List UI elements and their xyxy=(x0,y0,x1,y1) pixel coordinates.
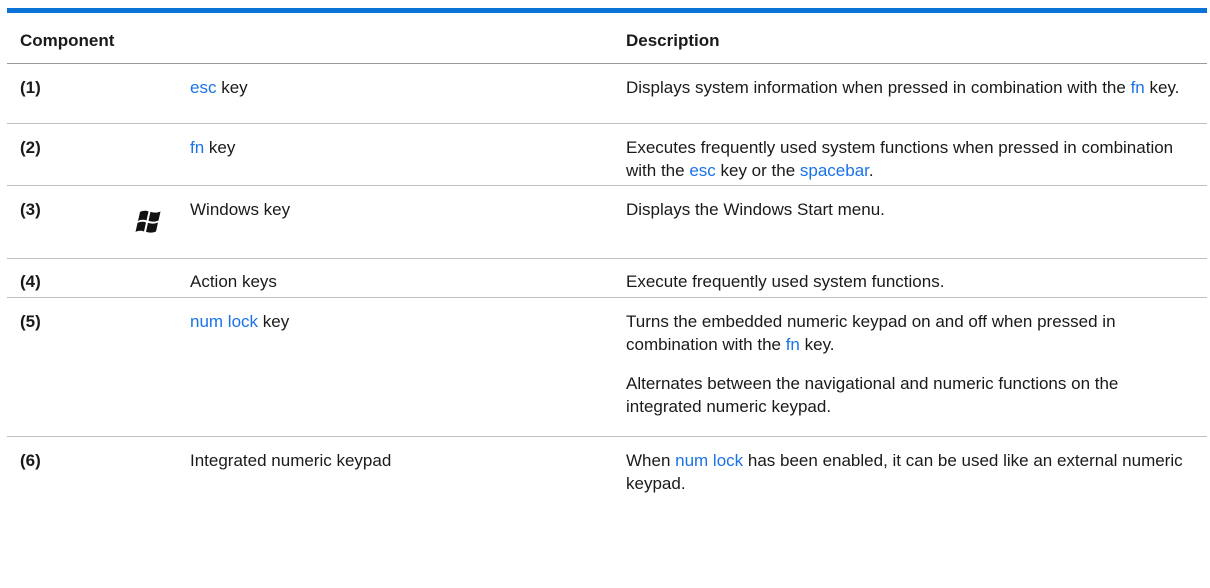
desc-text: Displays system information when pressed in combination with the xyxy=(626,78,1131,97)
row-component-name xyxy=(190,310,626,333)
component-table xyxy=(7,8,1207,512)
row-number: (6) xyxy=(20,451,41,470)
row-description xyxy=(626,310,1196,418)
desc-text: key or the xyxy=(715,161,800,180)
desc-text-end: has been enabled, it can be used like an external numeric keypad. xyxy=(626,451,1183,493)
key-name: num lock xyxy=(190,312,259,331)
desc-text-end: . xyxy=(868,161,874,180)
key-suffix: key xyxy=(258,312,290,331)
row-component-name: Action keys xyxy=(190,272,277,291)
row-number: (3) xyxy=(20,200,41,219)
desc-key: spacebar xyxy=(799,161,869,180)
table-row xyxy=(7,186,1207,259)
desc-text-end: key. xyxy=(1144,78,1180,97)
row-description xyxy=(626,136,1196,182)
desc-key: esc xyxy=(689,161,716,180)
desc-text: Turns the embedded numeric keypad on and off when pressed in combination with the xyxy=(626,312,1116,354)
desc-key: fn xyxy=(785,335,800,354)
row-description: Execute frequently used system functions. xyxy=(626,272,945,291)
key-name: esc xyxy=(190,78,217,97)
table-row xyxy=(7,124,1207,186)
table-header-row xyxy=(7,13,1207,64)
row-description: Displays the Windows Start menu. xyxy=(626,200,885,219)
row-icon-cell xyxy=(132,198,190,238)
row-number: (1) xyxy=(20,78,41,97)
desc-text: When xyxy=(626,451,676,470)
desc-key: num lock xyxy=(675,451,744,470)
desc-text-end: key. xyxy=(799,335,835,354)
table-row xyxy=(7,64,1207,124)
row-number: (4) xyxy=(20,272,41,291)
table-row xyxy=(7,259,1207,298)
windows-logo-icon xyxy=(134,206,166,238)
row-component-name: Windows key xyxy=(190,200,291,219)
table-row xyxy=(7,298,1207,437)
row-description xyxy=(626,449,1196,495)
desc-paragraph-2: Alternates between the navigational and numeric functions on the integrated numeric keypad. xyxy=(626,374,1119,416)
row-number: (5) xyxy=(20,312,41,331)
desc-text: Executes frequently used system functions when pressed in combination with the xyxy=(626,138,1174,180)
row-component-name: Integrated numeric keypad xyxy=(190,451,392,470)
key-suffix: key xyxy=(216,78,248,97)
table-row xyxy=(7,437,1207,512)
row-number: (2) xyxy=(20,138,41,157)
row-component-name xyxy=(190,136,626,159)
desc-key: fn xyxy=(1130,78,1145,97)
header-component: Component xyxy=(20,31,115,50)
key-name: fn xyxy=(190,138,205,157)
header-description: Description xyxy=(626,31,720,50)
desc-paragraph-1 xyxy=(626,310,1196,356)
row-description xyxy=(626,76,1196,99)
key-suffix: key xyxy=(204,138,236,157)
row-component-name xyxy=(190,76,626,99)
